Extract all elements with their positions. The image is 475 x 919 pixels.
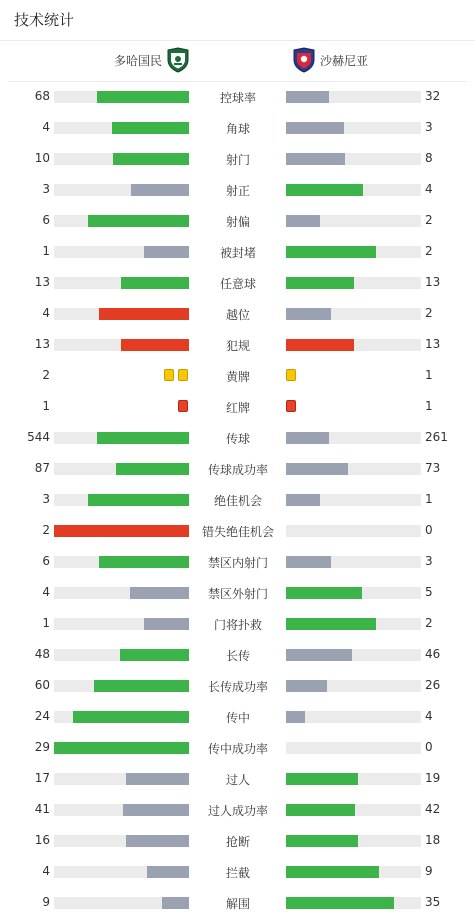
stat-label: 过人成功率 bbox=[207, 804, 268, 818]
home-stat-value: 4 bbox=[42, 306, 50, 320]
home-stat-bar bbox=[54, 215, 189, 227]
away-stat-bar bbox=[286, 618, 421, 630]
stat-label: 长传 bbox=[225, 649, 250, 663]
stat-label: 黄牌 bbox=[225, 370, 250, 384]
home-stat-bar bbox=[54, 246, 189, 258]
home-stat-bar bbox=[54, 711, 189, 723]
home-stat-bar bbox=[54, 649, 189, 661]
away-stat-bar bbox=[286, 153, 421, 165]
stat-label: 传中 bbox=[225, 711, 250, 725]
away-stat-value: 26 bbox=[425, 678, 441, 692]
home-stat-value: 17 bbox=[34, 771, 50, 785]
home-stat-bar bbox=[54, 277, 189, 289]
away-stat-bar-fill bbox=[286, 277, 354, 289]
away-stat-value: 5 bbox=[425, 585, 433, 599]
home-cards bbox=[164, 369, 188, 382]
away-stat-value: 18 bbox=[425, 833, 441, 847]
away-stat-bar bbox=[286, 339, 421, 351]
away-stat-value: 1 bbox=[425, 399, 433, 413]
away-team-badge-icon bbox=[292, 47, 316, 73]
stat-label: 传球 bbox=[225, 432, 250, 446]
stat-row bbox=[0, 329, 475, 360]
header-divider bbox=[0, 40, 475, 41]
stat-row bbox=[0, 763, 475, 794]
home-stat-bar bbox=[54, 308, 189, 320]
stat-row bbox=[0, 267, 475, 298]
stat-row bbox=[0, 546, 475, 577]
home-stat-bar-fill bbox=[73, 711, 189, 723]
stat-row bbox=[0, 422, 475, 453]
stat-label: 越位 bbox=[225, 308, 250, 322]
home-stat-value: 48 bbox=[34, 647, 50, 661]
away-stat-bar bbox=[286, 463, 421, 475]
stat-row bbox=[0, 515, 475, 546]
home-stat-bar bbox=[54, 618, 189, 630]
home-stat-bar bbox=[54, 556, 189, 568]
stat-row bbox=[0, 887, 475, 918]
stats-list bbox=[0, 81, 475, 918]
away-stat-bar bbox=[286, 587, 421, 599]
away-stat-value: 4 bbox=[425, 709, 433, 723]
away-cards bbox=[286, 400, 296, 413]
home-stat-value: 1 bbox=[42, 399, 50, 413]
away-stat-value: 2 bbox=[425, 306, 433, 320]
away-team-name[interactable]: 沙赫尼亚 bbox=[320, 54, 369, 68]
stat-label: 射正 bbox=[225, 184, 250, 198]
home-stat-bar-fill bbox=[147, 866, 189, 878]
stat-label: 传球成功率 bbox=[207, 463, 268, 477]
stat-label: 犯规 bbox=[225, 339, 250, 353]
stat-row bbox=[0, 360, 475, 391]
stat-label: 长传成功率 bbox=[207, 680, 268, 694]
away-stat-bar-fill bbox=[286, 897, 394, 909]
away-stat-value: 2 bbox=[425, 616, 433, 630]
away-stat-value: 3 bbox=[425, 554, 433, 568]
away-stat-bar-fill bbox=[286, 866, 379, 878]
away-stat-value: 2 bbox=[425, 244, 433, 258]
away-stat-bar-fill bbox=[286, 835, 358, 847]
home-stat-value: 16 bbox=[34, 833, 50, 847]
home-stat-bar-fill bbox=[54, 742, 189, 754]
away-stat-bar bbox=[286, 184, 421, 196]
home-stat-value: 13 bbox=[34, 275, 50, 289]
away-stat-value: 261 bbox=[425, 430, 448, 444]
home-stat-bar bbox=[54, 897, 189, 909]
away-stat-bar bbox=[286, 835, 421, 847]
away-stat-bar bbox=[286, 742, 421, 754]
home-stat-bar bbox=[54, 91, 189, 103]
home-stat-value: 60 bbox=[34, 678, 50, 692]
home-stat-bar-fill bbox=[99, 308, 189, 320]
stat-label: 禁区内射门 bbox=[207, 556, 268, 570]
home-stat-bar-fill bbox=[123, 804, 189, 816]
home-stat-bar-fill bbox=[144, 618, 189, 630]
home-stat-bar-fill bbox=[126, 835, 189, 847]
away-stat-bar bbox=[286, 122, 421, 134]
stat-row bbox=[0, 608, 475, 639]
away-stat-bar-fill bbox=[286, 91, 329, 103]
away-stat-bar bbox=[286, 246, 421, 258]
home-stat-value: 68 bbox=[34, 89, 50, 103]
home-stat-bar-fill bbox=[88, 215, 189, 227]
away-stat-bar-fill bbox=[286, 184, 363, 196]
home-stat-value: 2 bbox=[42, 523, 50, 537]
home-team-badge-icon bbox=[166, 47, 190, 73]
stat-label: 禁区外射门 bbox=[207, 587, 268, 601]
away-stat-bar bbox=[286, 308, 421, 320]
stat-label: 传中成功率 bbox=[207, 742, 268, 756]
stat-label: 抢断 bbox=[225, 835, 250, 849]
home-stat-value: 29 bbox=[34, 740, 50, 754]
home-stat-bar bbox=[54, 122, 189, 134]
stat-label: 角球 bbox=[225, 122, 250, 136]
away-stat-value: 35 bbox=[425, 895, 441, 909]
away-stat-bar-fill bbox=[286, 339, 354, 351]
stat-label: 控球率 bbox=[219, 91, 256, 105]
page-title: 技术统计 bbox=[14, 11, 75, 29]
home-stat-bar bbox=[54, 463, 189, 475]
away-stat-value: 4 bbox=[425, 182, 433, 196]
away-stat-bar bbox=[286, 525, 421, 537]
home-stat-value: 4 bbox=[42, 864, 50, 878]
home-stat-bar-fill bbox=[99, 556, 189, 568]
home-stat-value: 1 bbox=[42, 244, 50, 258]
stat-label: 绝佳机会 bbox=[213, 494, 262, 508]
stat-row bbox=[0, 484, 475, 515]
stat-label: 射偏 bbox=[225, 215, 250, 229]
home-stat-bar bbox=[54, 835, 189, 847]
away-stat-bar-fill bbox=[286, 215, 320, 227]
home-team-name[interactable]: 多哈国民 bbox=[114, 54, 163, 68]
away-stat-bar bbox=[286, 711, 421, 723]
away-stat-bar-fill bbox=[286, 308, 331, 320]
stat-row bbox=[0, 453, 475, 484]
home-stat-value: 13 bbox=[34, 337, 50, 351]
home-stat-bar-fill bbox=[130, 587, 189, 599]
home-stat-value: 10 bbox=[34, 151, 50, 165]
away-stat-value: 3 bbox=[425, 120, 433, 134]
away-stat-value: 73 bbox=[425, 461, 441, 475]
home-stat-value: 544 bbox=[27, 430, 50, 444]
home-stat-value: 87 bbox=[34, 461, 50, 475]
home-stat-bar-fill bbox=[54, 525, 189, 537]
stat-label: 射门 bbox=[225, 153, 250, 167]
away-stat-value: 8 bbox=[425, 151, 433, 165]
home-stat-bar-fill bbox=[121, 339, 189, 351]
home-stat-bar-fill bbox=[97, 91, 189, 103]
home-stat-bar bbox=[54, 587, 189, 599]
home-stat-bar-fill bbox=[121, 277, 189, 289]
away-stat-value: 13 bbox=[425, 275, 441, 289]
away-stat-bar bbox=[286, 556, 421, 568]
stat-row bbox=[0, 205, 475, 236]
away-stat-value: 1 bbox=[425, 368, 433, 382]
stat-label: 红牌 bbox=[225, 401, 250, 415]
away-stat-bar-fill bbox=[286, 680, 327, 692]
stat-label: 被封堵 bbox=[219, 246, 256, 260]
away-stat-bar bbox=[286, 680, 421, 692]
away-stat-bar-fill bbox=[286, 711, 305, 723]
away-stat-bar-fill bbox=[286, 494, 320, 506]
home-stat-bar-fill bbox=[116, 463, 189, 475]
away-stat-value: 0 bbox=[425, 523, 433, 537]
home-stat-bar-fill bbox=[162, 897, 189, 909]
home-stat-bar-fill bbox=[88, 494, 189, 506]
home-stat-bar bbox=[54, 742, 189, 754]
home-stat-value: 41 bbox=[34, 802, 50, 816]
yellow-card-icon bbox=[286, 369, 296, 381]
stat-label: 门将扑救 bbox=[213, 618, 262, 632]
away-stat-bar-fill bbox=[286, 773, 358, 785]
stat-row bbox=[0, 856, 475, 887]
stat-row bbox=[0, 391, 475, 422]
home-stat-value: 3 bbox=[42, 182, 50, 196]
away-stat-value: 1 bbox=[425, 492, 433, 506]
home-stat-bar bbox=[54, 680, 189, 692]
stat-row bbox=[0, 236, 475, 267]
home-stat-bar bbox=[54, 525, 189, 537]
stat-row bbox=[0, 112, 475, 143]
away-stat-bar-fill bbox=[286, 246, 376, 258]
home-stat-value: 24 bbox=[34, 709, 50, 723]
stat-label: 解围 bbox=[225, 897, 250, 911]
away-stat-bar bbox=[286, 277, 421, 289]
away-stat-bar-fill bbox=[286, 153, 345, 165]
stat-row bbox=[0, 701, 475, 732]
away-stat-bar bbox=[286, 91, 421, 103]
home-stat-bar-fill bbox=[120, 649, 189, 661]
stat-row bbox=[0, 143, 475, 174]
home-stat-bar-fill bbox=[144, 246, 189, 258]
stat-row bbox=[0, 298, 475, 329]
stat-row bbox=[0, 81, 475, 112]
stat-row bbox=[0, 825, 475, 856]
home-stat-bar bbox=[54, 866, 189, 878]
home-stat-value: 4 bbox=[42, 585, 50, 599]
away-stat-bar-fill bbox=[286, 556, 331, 568]
home-stat-bar bbox=[54, 339, 189, 351]
home-stat-bar-fill bbox=[97, 432, 189, 444]
home-stat-value: 6 bbox=[42, 554, 50, 568]
away-stat-bar-fill bbox=[286, 649, 352, 661]
home-stat-value: 1 bbox=[42, 616, 50, 630]
away-stat-bar-fill bbox=[286, 463, 348, 475]
stat-row bbox=[0, 174, 475, 205]
home-stat-bar bbox=[54, 494, 189, 506]
home-stat-bar bbox=[54, 153, 189, 165]
away-stat-bar bbox=[286, 432, 421, 444]
away-stat-value: 0 bbox=[425, 740, 433, 754]
stat-label: 过人 bbox=[225, 773, 250, 787]
away-stat-bar-fill bbox=[286, 432, 329, 444]
away-stat-bar-fill bbox=[286, 804, 355, 816]
home-stat-bar bbox=[54, 804, 189, 816]
away-stat-bar bbox=[286, 804, 421, 816]
away-stat-value: 19 bbox=[425, 771, 441, 785]
home-stat-bar-fill bbox=[126, 773, 189, 785]
away-stat-value: 9 bbox=[425, 864, 433, 878]
home-cards bbox=[178, 400, 188, 413]
stat-row bbox=[0, 794, 475, 825]
away-stat-bar-fill bbox=[286, 122, 344, 134]
home-stat-bar-fill bbox=[94, 680, 189, 692]
home-stat-bar bbox=[54, 432, 189, 444]
stat-label: 任意球 bbox=[219, 277, 256, 291]
away-stat-bar bbox=[286, 649, 421, 661]
away-stat-bar bbox=[286, 494, 421, 506]
away-stat-value: 42 bbox=[425, 802, 441, 816]
away-stat-bar bbox=[286, 773, 421, 785]
home-stat-value: 2 bbox=[42, 368, 50, 382]
away-stat-bar-fill bbox=[286, 618, 376, 630]
away-stat-bar bbox=[286, 866, 421, 878]
stat-row bbox=[0, 732, 475, 763]
yellow-card-icon bbox=[178, 369, 188, 381]
away-stat-value: 32 bbox=[425, 89, 441, 103]
away-cards bbox=[286, 369, 296, 382]
home-stat-value: 3 bbox=[42, 492, 50, 506]
red-card-icon bbox=[178, 400, 188, 412]
stat-label: 错失绝佳机会 bbox=[201, 525, 274, 539]
stat-row bbox=[0, 639, 475, 670]
away-stat-bar bbox=[286, 215, 421, 227]
away-stat-bar bbox=[286, 897, 421, 909]
home-stat-bar bbox=[54, 184, 189, 196]
away-stat-bar-fill bbox=[286, 587, 362, 599]
home-stat-bar-fill bbox=[113, 153, 189, 165]
home-stat-value: 9 bbox=[42, 895, 50, 909]
home-stat-value: 6 bbox=[42, 213, 50, 227]
home-stat-value: 4 bbox=[42, 120, 50, 134]
home-stat-bar bbox=[54, 773, 189, 785]
stat-row bbox=[0, 670, 475, 701]
away-stat-value: 13 bbox=[425, 337, 441, 351]
away-stat-value: 46 bbox=[425, 647, 441, 661]
stat-label: 拦截 bbox=[225, 866, 250, 880]
away-stat-value: 2 bbox=[425, 213, 433, 227]
red-card-icon bbox=[286, 400, 296, 412]
stat-row bbox=[0, 577, 475, 608]
home-stat-bar-fill bbox=[131, 184, 189, 196]
yellow-card-icon bbox=[164, 369, 174, 381]
home-stat-bar-fill bbox=[112, 122, 189, 134]
